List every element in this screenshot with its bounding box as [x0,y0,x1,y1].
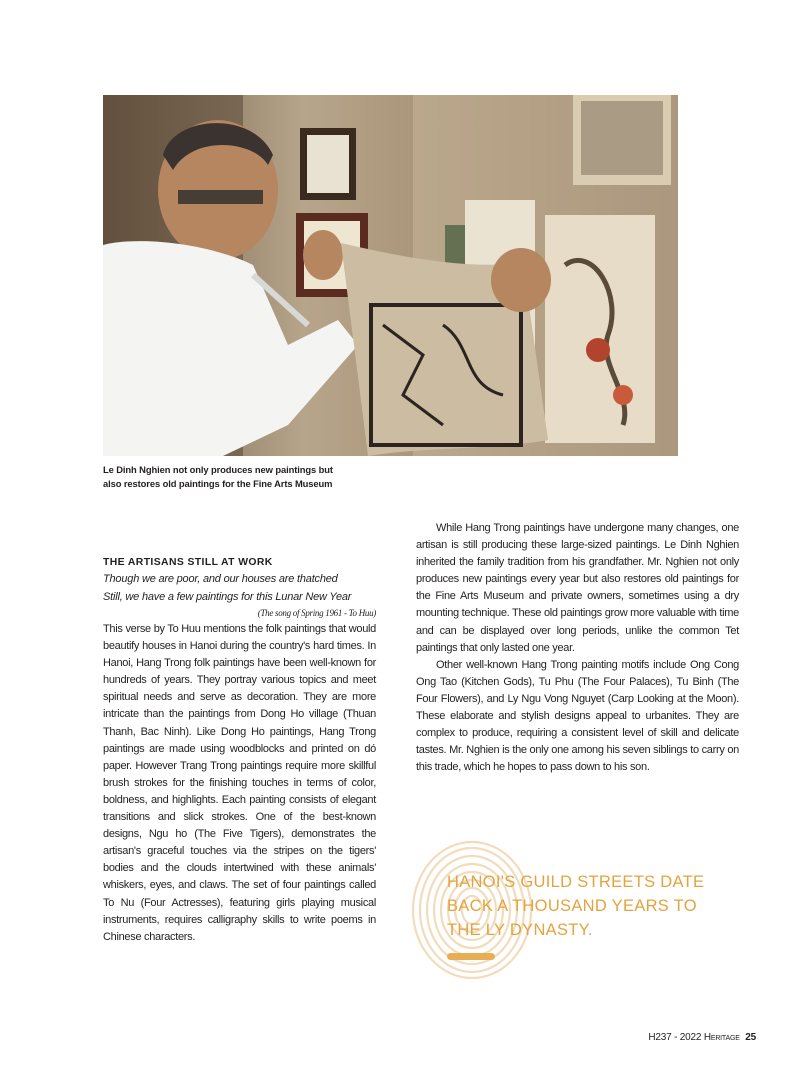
pullquote-block [410,840,730,980]
pullquote-line-2: BACK A THOUSAND YEARS TO [447,897,697,915]
body-paragraph: While Hang Trong paintings have undergone many changes, one artisan is still producing these large-sized paintings. Le Dinh Nghien inherited the family tradition from his grandfather. Mr. Nghien not only produces new paintings every year but also restores old paintings for the Fine Arts Museum and private owners, sometimes using a dry mounting technique. These old paintings grow more valuable with time and can be displayed over long periods, unlike the common Tet paintings that only lasted one year. [416,522,739,654]
article-column-right [416,520,739,776]
page-number: 25 [745,1032,756,1043]
verse-line-2: Still, we have a few paintings for this Lunar New Year [103,590,352,603]
article-column-left [103,554,376,946]
pullquote-accent-bar [447,953,495,960]
section-title: THE ARTISANS STILL AT WORK [103,557,273,568]
magazine-name: Heritage [703,1032,740,1043]
page-footer [648,1032,756,1043]
photo-caption [103,463,403,491]
verse-line-1: Though we are poor, and our houses are thatched [103,573,338,585]
verse-attribution: (The song of Spring 1961 - To Huu) [257,608,376,618]
body-paragraph: This verse by To Huu mentions the folk paintings that would beautify houses in Hanoi during the country's hard times. In Hanoi, Hang Trong folk paintings have been well-known for hundreds of years. They portray various topics and meet spiritual needs and serve as decoration. They are more intricate than the paintings from Dong Ho village (Thuan Thanh, Bac Ninh). Like Dong Ho paintings, Hang Trong paintings are made using woodblocks and printed on dó paper. However Trang Trong paintings require more skillful brush strokes for the finishing touches in terms of color, boldness, and highlights. Each painting consists of elegant transitions and slick strokes. One of the best-known designs, Ngu ho (The Five Tigers), demonstrates the artisan's graceful touches via the stripes on the tigers' bodies and the clouds intertwined with these animals' whiskers, eyes, and claws. The set of four paintings called To Nu (Four Actresses), featuring girls playing musical instruments, requires calligraphy skills to write poems in Chinese characters. [103,623,376,943]
feature-photo [103,95,678,456]
pullquote-text [447,870,727,942]
artisan-photo-illustration [103,95,678,456]
caption-line-1: Le Dinh Nghien not only produces new paintings but [103,464,333,475]
caption-line-2: also restores old paintings for the Fine Arts Museum [103,478,333,489]
pullquote-line-3: THE LY DYNASTY. [447,921,593,939]
pullquote-line-1: HANOI'S GUILD STREETS DATE [447,873,705,891]
body-paragraph: Other well-known Hang Trong painting motifs include Ong Cong Ong Tao (Kitchen Gods), Tu Phu (The Four Palaces), Tu Binh (The Four Flowers), and Ly Ngu Vong Nguyet (Carp Looking at the Moon). These elaborate and stylish designs appeal to urbanites. They are complex to produce, requiring a consistent level of skill and delicate tastes. Mr. Nghien is the only one among his seven siblings to carry on this trade, which he hopes to pass down to his son. [416,658,739,774]
issue-number: H237 - 2022 [648,1032,702,1043]
